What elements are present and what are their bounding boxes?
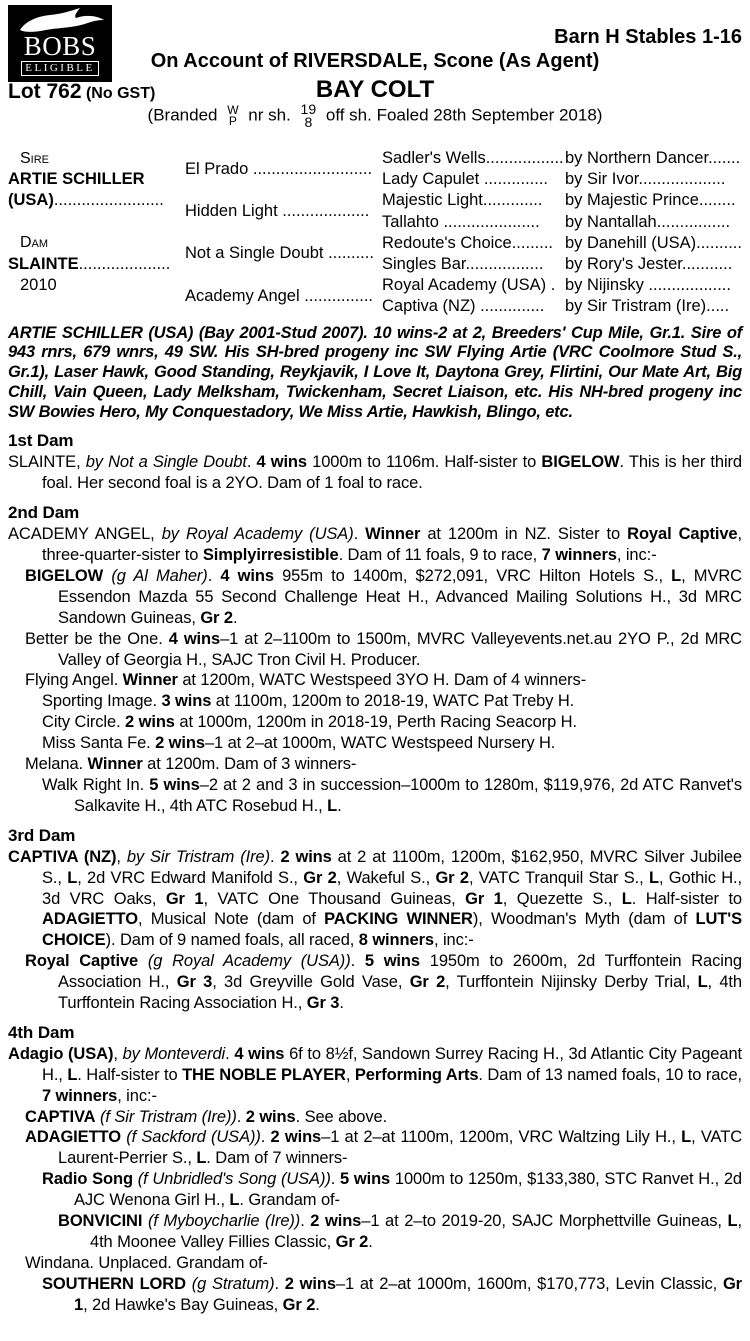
pedigree-paragraph: ADAGIETTO (f Sackford (USA)). 2 wins–1 at 2–at 1100m, 1200m, VRC Waltzing Lily H., L, VATC Laurent-Perrier S., L. Dam of 7 winners- [25, 1128, 743, 1168]
gen3-name: Royal Academy (USA) . [382, 276, 556, 295]
pedigree-paragraph: Melana. Winner at 1200m. Dam of 3 winners- [25, 755, 357, 774]
gen2-sire-dam: Hidden Light ................... [185, 202, 370, 221]
branded-prefix: (Branded [147, 105, 218, 125]
brand-line [0, 103, 750, 129]
pedigree-table [8, 148, 742, 318]
sire-label: Sire [20, 149, 50, 167]
pedigree-paragraph: Radio Song (f Unbridled's Song (USA)). 5 wins 1000m to 1250m, $133,380, STC Ranvet H., 2d AJC Wenona Girl H., L. Grandam of- [42, 1170, 743, 1210]
dam-label: Dam [20, 234, 49, 252]
branded-suffix: off sh. Foaled 28th September 2018) [325, 105, 603, 125]
gen3-sire: by Northern Dancer....... [565, 149, 741, 168]
gen3-sire: by Danehill (USA).......... [565, 233, 742, 252]
gen3-name: Singles Bar................. [382, 255, 544, 274]
gst-note: (No GST) [81, 85, 156, 102]
pedigree-paragraph: Windana. Unplaced. Grandam of- [25, 1253, 268, 1272]
page-header [0, 0, 750, 146]
pedigree-paragraph: CAPTIVA (NZ), by Sir Tristram (Ire). 2 wins at 2 at 1100m, 1200m, $162,950, MVRC Silver Jubilee S., L, 2d VRC Edward Manifold S., Gr 2, Wakeful S., Gr 2, VATC Tranquil Star S., L, Gothic H., 3d VRC Oaks, Gr 1, VATC One Thousand Guineas, Gr 1, Quezette S., L. Half-sister to ADAGIETTO, Musical Note (dam of PACKING WINNER), Woodman's Myth (dam of LUT'S CHOICE). Dam of 9 named foals, all raced, 8 winners, inc:- [8, 847, 743, 950]
horse-description: BAY COLT [315, 76, 435, 103]
gen2-dam-dam: Academy Angel ............... [185, 286, 374, 305]
pedigree-paragraph: BIGELOW (g Al Maher). 4 wins 955m to 1400m, $272,091, VRC Hilton Hotels S., L, MVRC Essendon Mazda 55 Second Challenge Heat H., Advanced Mailing Solutions H., 3d MRC Sandown Guineas, Gr 2. [25, 566, 742, 627]
sire-suffix: (USA) ........................ [8, 191, 164, 210]
dam-heading: 3rd Dam [8, 825, 76, 845]
barn-info: Barn H Stables 1-16 [554, 26, 742, 48]
pedigree-paragraph: Adagio (USA), by Monteverdi. 4 wins 6f to 8½f, Sandown Surrey Racing H., 3d Atlantic City Pageant H., L. Half-sister to THE NOBLE PLAYER, Performing Arts. Dam of 13 named foals, 10 to race, 7 winners, inc:- [8, 1044, 743, 1105]
near-shoulder-brand: W P [227, 103, 239, 128]
gen3-name: Sadler's Wells................. [382, 149, 564, 168]
pedigree-paragraph: Royal Captive (g Royal Academy (USA)). 5 wins 1950m to 2600m, 2d Turffontein Racing Association H., Gr 3, 3d Greyville Gold Vase, Gr 2, Turffontein Nijinsky Derby Trial, L, 4th Turffontein Racing Association H., Gr 3. [25, 952, 742, 1013]
pedigree-paragraph: Flying Angel. Winner at 1200m, WATC Westspeed 3YO H. Dam of 4 winners- [25, 671, 587, 690]
vendor-account: On Account of RIVERSDALE, Scone (As Agent) [150, 50, 600, 72]
gen3-sire: by Rory's Jester........... [565, 255, 733, 274]
sire-name: ARTIE SCHILLER [8, 170, 145, 189]
gen3-sire: by Majestic Prince........ [565, 191, 736, 210]
dam-name: SLAINTE .................... [8, 255, 171, 274]
pedigree-paragraph: SOUTHERN LORD (g Stratum). 2 wins–1 at 2–at 1000m, 1600m, $170,773, Levin Classic, Gr 1, 2d Hawke's Bay Guineas, Gr 2. [42, 1274, 743, 1314]
pedigree-paragraph: ACADEMY ANGEL, by Royal Academy (USA). Winner at 1200m in NZ. Sister to Royal Captive, three-quarter-sister to Simplyirresistible. Dam of 11 foals, 9 to race, 7 winners, inc:- [8, 525, 742, 565]
gen3-sire: by Sir Ivor................... [565, 170, 726, 189]
gen3-name: Tallahto ..................... [382, 212, 540, 231]
dam-heading: 4th Dam [8, 1022, 75, 1042]
logo-title: BOBS [23, 31, 97, 61]
pedigree-paragraph: CAPTIVA (f Sir Tristram (Ire)). 2 wins. See above. [25, 1107, 388, 1126]
pedigree-paragraph: Walk Right In. 5 wins–2 at 2 and 3 in succession–1000m to 1280m, $119,976, 2d ATC Ranvet's Salkavite H., 4th ATC Rosebud H., L. [42, 775, 743, 815]
gen3-name: Redoute's Choice......... [382, 233, 553, 252]
gen2-dam-sire: Not a Single Doubt .......... [185, 244, 374, 263]
pedigree-paragraph: Miss Santa Fe. 2 wins–1 at 2–at 1000m, WATC Westspeed Nursery H. [42, 734, 556, 753]
gen3-sire: by Sir Tristram (Ire)..... [565, 297, 730, 316]
dam-year: 2010 [20, 276, 57, 295]
pedigree-paragraph: Sporting Image. 3 wins at 1100m, 1200m to 2018-19, WATC Pat Treby H. [42, 692, 575, 711]
pedigree-paragraph: BONVICINI (f Myboycharlie (Ire)). 2 wins–1 at 2–to 2019-20, SAJC Morphettville Guineas, L, 4th Moonee Valley Fillies Classic, Gr 2. [58, 1212, 742, 1252]
dam-heading: 1st Dam [8, 431, 74, 451]
gen3-name: Captiva (NZ) .............. [382, 297, 545, 316]
dam-heading: 2nd Dam [8, 503, 80, 523]
sire-summary: ARTIE SCHILLER (USA) (Bay 2001-Stud 2007). 10 wins-2 at 2, Breeders' Cup Mile, Gr.1. Sire of 943 rnrs, 679 wnrs, 49 SW. His SH-bred progeny inc SW Flying Artie (VRC Coolmore Stud S., Gr.1), Laser Hawk, Good Standing, Reykjavik, I Love It, Daytona Grey, Flirtini, Our Mate Art, Big Chill, Vain Queen, Lady Melksham, Twickenham, Secret Liaison, etc. His NH-bred progeny inc SW Bowies Hero, My Conquestadory, We Miss Artie, Hawkish, Blingo, etc. [8, 323, 742, 421]
gen3-sire: by Nantallah................ [565, 212, 731, 231]
lot-label: Lot 762 [8, 80, 82, 103]
gen3-sire: by Nijinsky .................. [565, 276, 731, 295]
off-shoulder-brand: 19 8 [300, 101, 317, 130]
dam-sections [8, 431, 742, 1315]
pedigree-paragraph: SLAINTE, by Not a Single Doubt. 4 wins 1000m to 1106m. Half-sister to BIGELOW. This is her third foal. Her second foal is a 2YO. Dam of 1 foal to race. [8, 453, 742, 493]
pedigree-paragraph: Better be the One. 4 wins–1 at 2–1100m to 1500m, MVRC Valleyevents.net.au 2YO P., 2d MRC Valley of Georgia H., SAJC Tron Civil H. Producer. [25, 629, 742, 669]
gen2-sire-sire: El Prado .......................... [185, 159, 373, 178]
gen3-name: Majestic Light............. [382, 191, 543, 210]
logo-subtitle: ELIGIBLE [21, 61, 98, 76]
pedigree-paragraph: City Circle. 2 wins at 1000m, 1200m in 2018-19, Perth Racing Seacorp H. [42, 713, 577, 732]
near-shoulder-label: nr sh. [248, 105, 291, 125]
gen3-name: Lady Capulet .............. [382, 170, 548, 189]
